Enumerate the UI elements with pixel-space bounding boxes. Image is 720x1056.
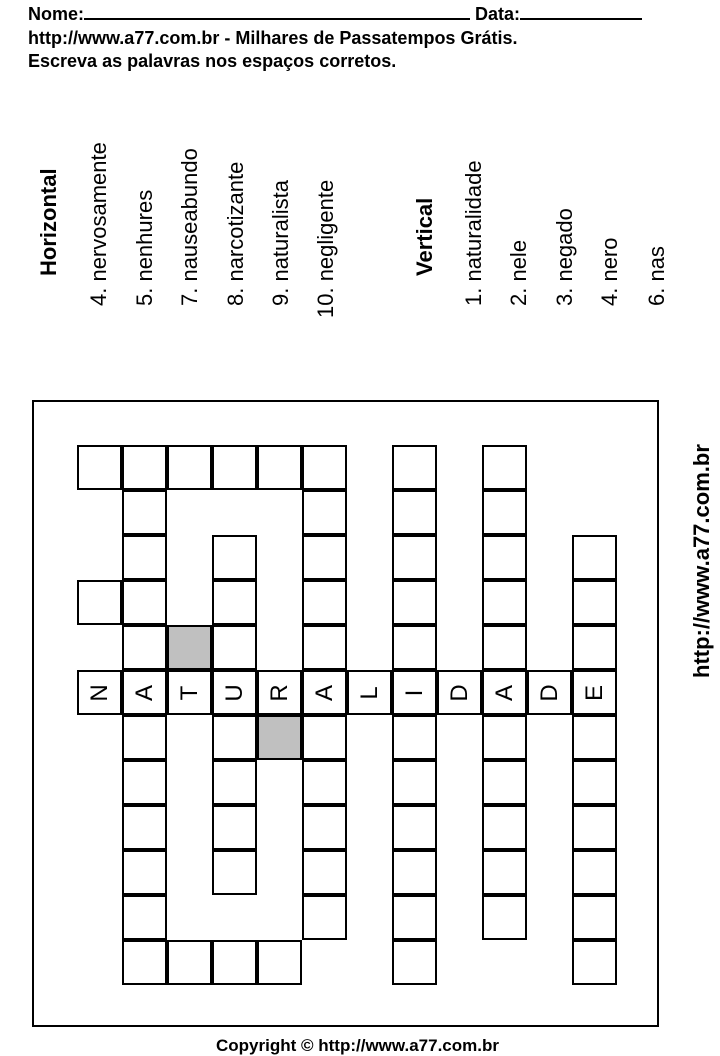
grid-cell[interactable] [482, 625, 527, 670]
grid-cell[interactable] [302, 625, 347, 670]
name-label: Nome: [28, 4, 85, 24]
grid-cell[interactable] [257, 445, 302, 490]
grid-cell[interactable] [392, 760, 437, 805]
given-letter: A [490, 684, 518, 701]
side-url: http://www.a77.com.br [689, 444, 714, 678]
clue-v-1: 1. naturalidade [461, 160, 486, 306]
grid-cell[interactable] [122, 625, 167, 670]
clue-v-4: 4. nero [597, 237, 622, 306]
grid-cell [257, 715, 302, 760]
grid-cell[interactable] [212, 625, 257, 670]
grid-cell[interactable] [302, 760, 347, 805]
grid-cell[interactable] [257, 940, 302, 985]
grid-cell[interactable] [572, 535, 617, 580]
grid-cell[interactable] [122, 895, 167, 940]
grid-cell[interactable] [302, 535, 347, 580]
clue-h-3: 7. nauseabundo [177, 148, 202, 306]
given-letter: A [310, 684, 338, 701]
grid-cell[interactable] [122, 670, 167, 715]
grid-cell[interactable] [302, 580, 347, 625]
grid-cell[interactable] [392, 850, 437, 895]
horizontal-title: Horizontal [36, 168, 61, 276]
clue-v-5: 6. nas [644, 246, 669, 306]
grid-cell[interactable] [122, 850, 167, 895]
grid-cell[interactable] [212, 670, 257, 715]
site-line: http://www.a77.com.br - Milhares de Passatempos Grátis. [28, 28, 518, 48]
given-letter: L [355, 685, 383, 700]
grid-cell[interactable] [212, 445, 257, 490]
given-letter: D [535, 683, 563, 702]
grid-cell[interactable] [302, 670, 347, 715]
given-letter: T [175, 685, 203, 700]
grid-cell[interactable] [392, 625, 437, 670]
grid-cell[interactable] [482, 535, 527, 580]
grid-cell[interactable] [392, 580, 437, 625]
grid-cell[interactable] [482, 490, 527, 535]
grid-cell[interactable] [122, 715, 167, 760]
given-letter: E [580, 684, 608, 701]
grid-cell[interactable] [437, 670, 482, 715]
grid-cell[interactable] [572, 580, 617, 625]
grid-cell[interactable] [572, 670, 617, 715]
grid-cell[interactable] [572, 805, 617, 850]
clue-v-2: 2. nele [506, 239, 531, 306]
given-letter: D [445, 683, 473, 702]
grid-cell[interactable] [167, 445, 212, 490]
instruction: Escreva as palavras nos espaços corretos. [28, 51, 397, 71]
clue-h-4: 8. narcotizante [223, 161, 248, 306]
copyright: Copyright © http://www.a77.com.br [216, 1036, 499, 1055]
grid-cell[interactable] [392, 535, 437, 580]
grid-cell[interactable] [212, 715, 257, 760]
grid-cell[interactable] [482, 670, 527, 715]
grid-cell[interactable] [572, 715, 617, 760]
grid-cell[interactable] [212, 535, 257, 580]
grid-cell[interactable] [482, 445, 527, 490]
grid-cell[interactable] [122, 940, 167, 985]
given-letter: R [265, 683, 293, 702]
grid-cell[interactable] [122, 760, 167, 805]
grid-cell[interactable] [122, 580, 167, 625]
clue-h-6: 10. negligente [313, 179, 338, 318]
grid-cell[interactable] [392, 670, 437, 715]
grid-cell[interactable] [392, 895, 437, 940]
given-letter: A [130, 684, 158, 701]
grid-cell[interactable] [122, 445, 167, 490]
clue-h-1: 4. nervosamente [86, 142, 111, 306]
grid-cell[interactable] [347, 670, 392, 715]
grid-cell[interactable] [302, 490, 347, 535]
grid-cell[interactable] [302, 805, 347, 850]
clue-h-2: 5. nenhures [132, 189, 157, 306]
given-letter: N [85, 683, 113, 702]
clue-h-5: 9. naturalista [268, 180, 293, 306]
grid-cell[interactable] [482, 805, 527, 850]
grid-cell[interactable] [122, 805, 167, 850]
grid-cell[interactable] [212, 805, 257, 850]
grid-cell[interactable] [77, 670, 122, 715]
grid-cell[interactable] [212, 940, 257, 985]
grid-cell[interactable] [572, 940, 617, 985]
grid-cell[interactable] [527, 670, 572, 715]
grid-cell[interactable] [212, 850, 257, 895]
grid-cell[interactable] [167, 670, 212, 715]
grid-cell[interactable] [302, 445, 347, 490]
grid-cell[interactable] [392, 445, 437, 490]
grid-cell[interactable] [482, 580, 527, 625]
given-letter: U [220, 683, 248, 702]
vertical-title: Vertical [412, 197, 437, 276]
grid-cell[interactable] [212, 760, 257, 805]
grid-cell[interactable] [572, 625, 617, 670]
grid-cell[interactable] [167, 940, 212, 985]
given-letter: I [400, 689, 428, 696]
grid-cell[interactable] [257, 670, 302, 715]
grid-cell[interactable] [77, 445, 122, 490]
grid-cell[interactable] [302, 895, 347, 940]
grid-cell[interactable] [572, 895, 617, 940]
grid-cell[interactable] [482, 760, 527, 805]
grid-cell[interactable] [302, 850, 347, 895]
grid-cell[interactable] [122, 535, 167, 580]
grid-cell[interactable] [302, 715, 347, 760]
grid-cell[interactable] [482, 850, 527, 895]
grid-cell[interactable] [212, 580, 257, 625]
grid-cell[interactable] [392, 715, 437, 760]
grid-cell[interactable] [77, 580, 122, 625]
grid-cell[interactable] [392, 805, 437, 850]
grid-cell[interactable] [572, 850, 617, 895]
clue-v-3: 3. negado [552, 208, 577, 306]
grid-cell [167, 625, 212, 670]
grid-cell[interactable] [392, 490, 437, 535]
grid-cell[interactable] [122, 490, 167, 535]
grid-cell[interactable] [482, 715, 527, 760]
grid-cell[interactable] [482, 895, 527, 940]
date-label: Data: [475, 4, 521, 24]
grid-cell[interactable] [572, 760, 617, 805]
grid-cell[interactable] [392, 940, 437, 985]
